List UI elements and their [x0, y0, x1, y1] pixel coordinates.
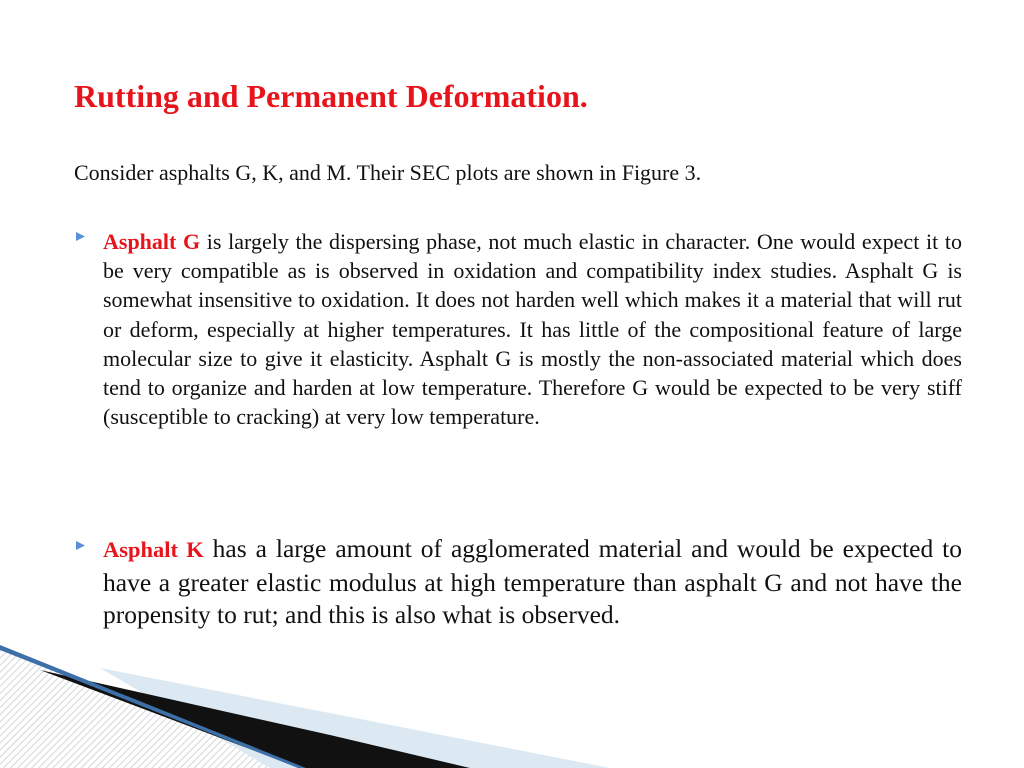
triangle-bullet-icon [74, 231, 86, 243]
bullet-text: has a large amount of agglomerated material and would be expected to have a greater elastic modulus at high temperature than asphalt G and not have the propensity to rut; and this is also what is observed. [103, 534, 962, 629]
intro-text: Consider asphalts G, K, and M. Their SEC plots are shown in Figure 3. [74, 160, 702, 185]
bullet-lead: Asphalt K [103, 537, 204, 562]
dark-swoosh [40, 670, 470, 768]
bullet-asphalt-g [74, 227, 962, 431]
bullet-body [103, 533, 962, 632]
bullet-body [103, 227, 962, 431]
bullet-lead: Asphalt G [103, 229, 201, 254]
slide-title: Rutting and Permanent Deformation. [74, 78, 588, 114]
light-blue-band [100, 668, 610, 768]
bullet-asphalt-k [74, 533, 962, 632]
blue-edge-line [0, 645, 306, 768]
hatched-band [0, 648, 300, 768]
bullet-text: is largely the dispersing phase, not much elastic in character. One would expect it to be very compatible as is observed in oxidation and compatibility index studies. Asphalt G is somewhat insensitive to oxidation. It does not harden well which makes it a material that will rut or deform, especially at higher temperatures. It has little of the compositional feature of large molecular size to give it elasticity. Asphalt G is mostly the non-associated material which does tend to organize and harden at low temperature. Therefore G would be expected to be very stiff (susceptible to cracking) at very low temperature. [103, 229, 962, 430]
triangle-bullet-icon [74, 540, 86, 552]
